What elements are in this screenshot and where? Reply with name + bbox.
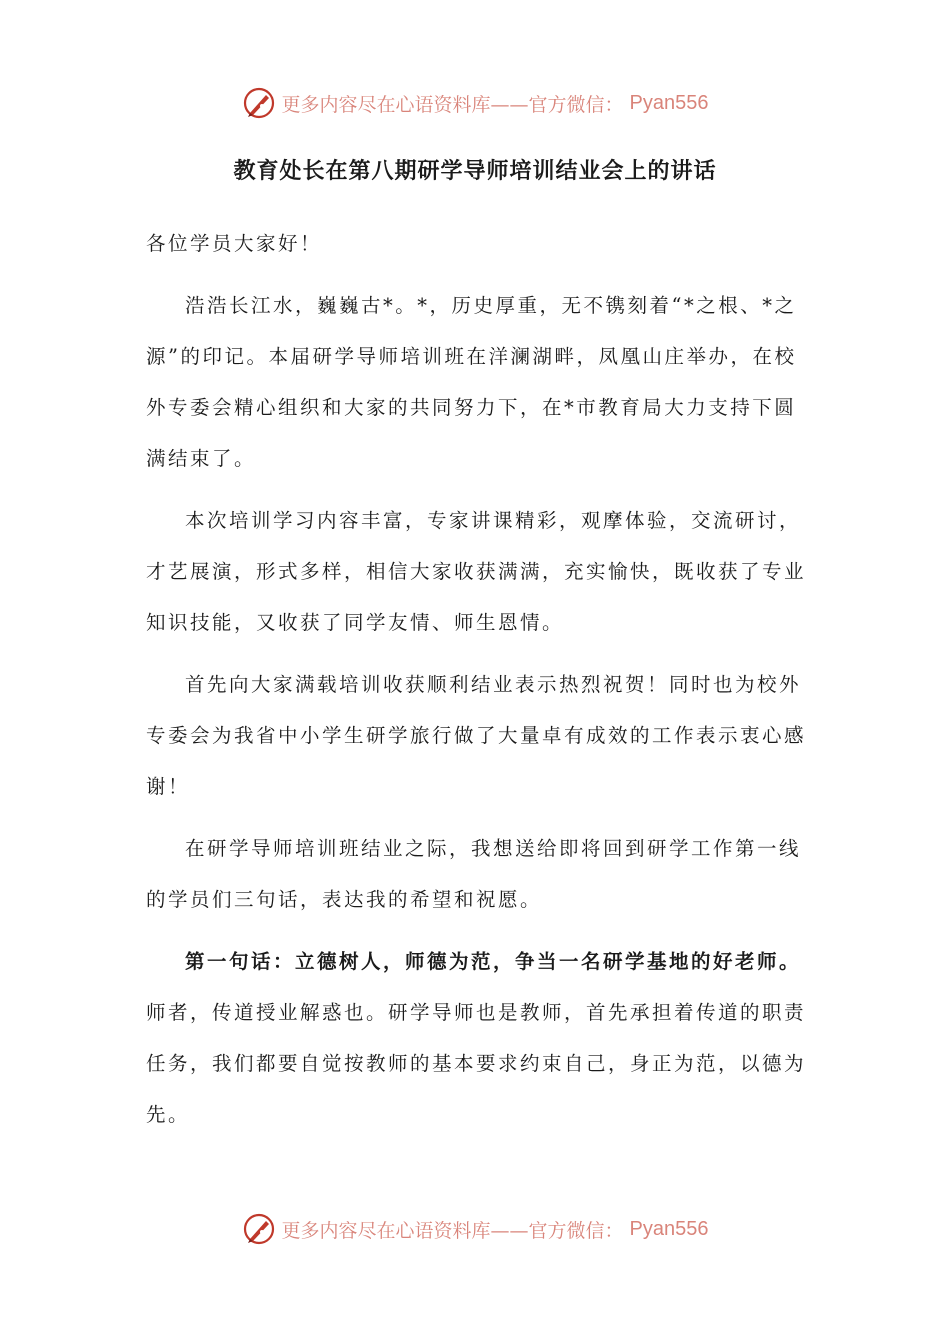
watermark-wechat-id: Pyan556 — [629, 91, 709, 114]
document-title: 教育处长在第八期研学导师培训结业会上的讲话 — [233, 158, 717, 184]
paragraph: 浩浩长江水，巍巍古*。*，历史厚重，无不镌刻着“*之根、*之源”的印记。本届研学导师培训班在洋澜湖畔，凤凰山庄举办，在校外专委会精心组织和大家的共同努力下，在*市教育局大力支持下圆满结束了。 — [146, 294, 797, 470]
section-text: 师者，传道授业解惑也。研学导师也是教师，首先承担着传道的职责任务，我们都要自觉按教师的基本要求约束自己，身正为范，以德为先。 — [146, 1001, 807, 1126]
watermark-header — [0, 86, 950, 120]
watermark-footer — [0, 1212, 950, 1246]
paragraph: 首先向大家满载培训收获顺利结业表示热烈祝贺！同时也为校外专委会为我省中小学生研学旅行做了大量卓有成效的工作表示衷心感谢！ — [146, 673, 807, 798]
pen-logo-icon — [242, 86, 276, 120]
section-paragraph — [146, 936, 810, 1140]
watermark-text: 更多内容尽在心语资料库——官方微信： — [281, 1219, 624, 1242]
paragraph: 在研学导师培训班结业之际，我想送给即将回到研学工作第一线的学员们三句话，表达我的希望和祝愿。 — [146, 837, 802, 911]
section-heading: 第一句话：立德树人，师德为范，争当一名研学基地的好老师。 — [185, 950, 802, 973]
document-body — [146, 218, 810, 1151]
paragraph: 本次培训学习内容丰富，专家讲课精彩，观摩体验，交流研讨，才艺展演，形式多样，相信大家收获满满，充实愉快，既收获了专业知识技能，又收获了同学友情、师生恩情。 — [146, 509, 807, 634]
watermark-wechat-id: Pyan556 — [629, 1217, 709, 1240]
pen-logo-icon — [242, 1212, 276, 1246]
watermark-text: 更多内容尽在心语资料库——官方微信： — [281, 93, 624, 116]
greeting: 各位学员大家好！ — [146, 232, 323, 255]
